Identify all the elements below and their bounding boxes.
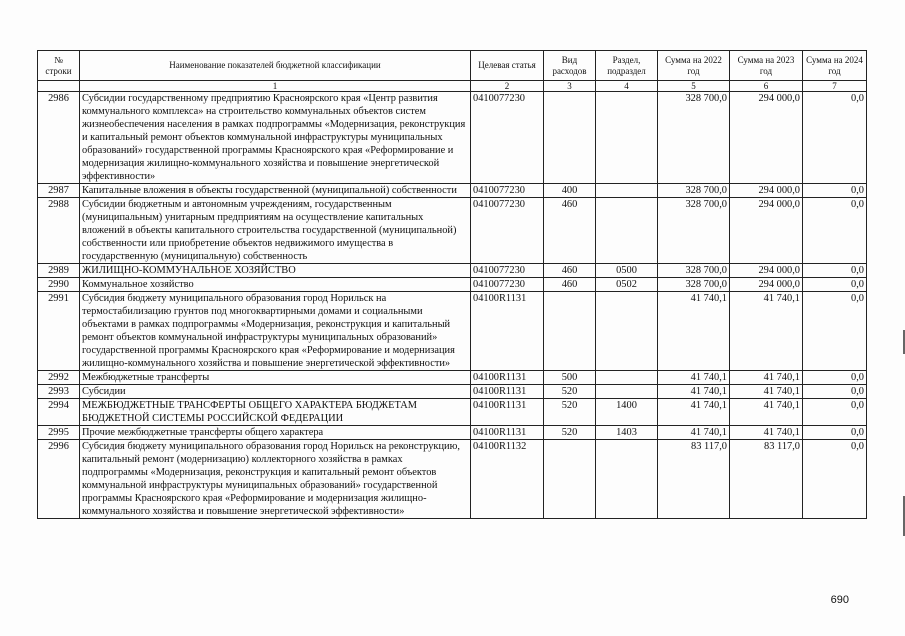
expense-type bbox=[544, 92, 596, 184]
row-number: 2990 bbox=[38, 278, 80, 292]
target-article: 04100R1131 bbox=[471, 292, 544, 371]
target-article: 04100R1131 bbox=[471, 399, 544, 426]
expense-type: 520 bbox=[544, 385, 596, 399]
sum-2022: 41 740,1 bbox=[658, 292, 730, 371]
target-article: 04100R1131 bbox=[471, 371, 544, 385]
target-article: 04100R1131 bbox=[471, 426, 544, 440]
sum-2024: 0,0 bbox=[803, 92, 867, 184]
indicator-name: Коммунальное хозяйство bbox=[80, 278, 471, 292]
sum-2022: 328 700,0 bbox=[658, 92, 730, 184]
section-subsection bbox=[596, 440, 658, 519]
row-number: 2993 bbox=[38, 385, 80, 399]
header-name: Наименование показателей бюджетной классификации bbox=[80, 51, 471, 81]
section-subsection bbox=[596, 292, 658, 371]
indicator-name: Субсидии государственному предприятию Красноярского края «Центр развития коммунального комплекса» на строительство коммунальных объектов систем жизнеобеспечения населения в рамках подпрограммы «Модернизация, реконструкция и капитальный ремонт объектов коммунальной инфраструктуры муниципальных образований» государственной программы Красноярского края «Реформирование и модернизация жилищно-коммунального хозяйства и повышение энергетической эффективности» bbox=[80, 92, 471, 184]
sum-2024: 0,0 bbox=[803, 184, 867, 198]
sum-2024: 0,0 bbox=[803, 264, 867, 278]
row-number: 2986 bbox=[38, 92, 80, 184]
indicator-name: Субсидии bbox=[80, 385, 471, 399]
section-subsection: 0500 bbox=[596, 264, 658, 278]
header-sum-2024: Сумма на 2024 год bbox=[803, 51, 867, 81]
row-number: 2994 bbox=[38, 399, 80, 426]
sum-2023: 294 000,0 bbox=[730, 92, 803, 184]
sum-2023: 83 117,0 bbox=[730, 440, 803, 519]
indicator-name: Капитальные вложения в объекты государственной (муниципальной) собственности bbox=[80, 184, 471, 198]
sum-2023: 294 000,0 bbox=[730, 198, 803, 264]
sum-2023: 41 740,1 bbox=[730, 399, 803, 426]
header-row bbox=[38, 51, 867, 81]
sum-2024: 0,0 bbox=[803, 371, 867, 385]
target-article: 0410077230 bbox=[471, 264, 544, 278]
header-sum-2023: Сумма на 2023 год bbox=[730, 51, 803, 81]
section-subsection bbox=[596, 385, 658, 399]
row-number: 2987 bbox=[38, 184, 80, 198]
column-number: 3 bbox=[544, 81, 596, 92]
header-razd: Раздел, подраздел bbox=[596, 51, 658, 81]
section-subsection: 0502 bbox=[596, 278, 658, 292]
sum-2024: 0,0 bbox=[803, 198, 867, 264]
sum-2024: 0,0 bbox=[803, 426, 867, 440]
target-article: 0410077230 bbox=[471, 198, 544, 264]
sum-2022: 328 700,0 bbox=[658, 278, 730, 292]
table-row bbox=[38, 399, 867, 426]
expense-type: 460 bbox=[544, 264, 596, 278]
target-article: 0410077230 bbox=[471, 184, 544, 198]
header-code: Целевая статья bbox=[471, 51, 544, 81]
sum-2022: 41 740,1 bbox=[658, 385, 730, 399]
sum-2023: 41 740,1 bbox=[730, 385, 803, 399]
expense-type: 460 bbox=[544, 278, 596, 292]
table-row bbox=[38, 278, 867, 292]
table-row bbox=[38, 292, 867, 371]
sum-2024: 0,0 bbox=[803, 278, 867, 292]
header-num: № строки bbox=[38, 51, 80, 81]
table-row bbox=[38, 371, 867, 385]
expense-type: 400 bbox=[544, 184, 596, 198]
row-number: 2995 bbox=[38, 426, 80, 440]
sum-2022: 328 700,0 bbox=[658, 198, 730, 264]
sum-2022: 328 700,0 bbox=[658, 184, 730, 198]
indicator-name: Межбюджетные трансферты bbox=[80, 371, 471, 385]
section-subsection bbox=[596, 92, 658, 184]
indicator-name: Прочие межбюджетные трансферты общего характера bbox=[80, 426, 471, 440]
sum-2022: 41 740,1 bbox=[658, 399, 730, 426]
page-number: 690 bbox=[830, 594, 849, 606]
section-subsection bbox=[596, 198, 658, 264]
column-number: 1 bbox=[80, 81, 471, 92]
target-article: 0410077230 bbox=[471, 92, 544, 184]
table-row bbox=[38, 440, 867, 519]
sum-2023: 294 000,0 bbox=[730, 278, 803, 292]
row-number: 2996 bbox=[38, 440, 80, 519]
sum-2024: 0,0 bbox=[803, 385, 867, 399]
table-row bbox=[38, 198, 867, 264]
column-number: 2 bbox=[471, 81, 544, 92]
expense-type bbox=[544, 292, 596, 371]
column-number: 5 bbox=[658, 81, 730, 92]
sum-2023: 41 740,1 bbox=[730, 426, 803, 440]
sum-2023: 41 740,1 bbox=[730, 292, 803, 371]
sum-2024: 0,0 bbox=[803, 292, 867, 371]
row-number: 2989 bbox=[38, 264, 80, 278]
row-number: 2992 bbox=[38, 371, 80, 385]
indicator-name: ЖИЛИЩНО-КОММУНАЛЬНОЕ ХОЗЯЙСТВО bbox=[80, 264, 471, 278]
header-vid: Вид расходов bbox=[544, 51, 596, 81]
column-number bbox=[38, 81, 80, 92]
budget-table bbox=[37, 50, 867, 519]
indicator-name: Субсидия бюджету муниципального образования город Норильск на термостабилизацию грунтов под многоквартирными домами и социальными объектами в рамках подпрограммы «Модернизация, реконструкция и капитальный ремонт объектов коммунальной инфраструктуры муниципальных образований» государственной программы Красноярского края «Реформирование и модернизация жилищно-коммунального хозяйства и повышение энергетической эффективности» bbox=[80, 292, 471, 371]
column-number: 6 bbox=[730, 81, 803, 92]
sum-2023: 294 000,0 bbox=[730, 264, 803, 278]
section-subsection bbox=[596, 371, 658, 385]
row-number: 2991 bbox=[38, 292, 80, 371]
expense-type: 520 bbox=[544, 426, 596, 440]
target-article: 0410077230 bbox=[471, 278, 544, 292]
indicator-name: Субсидия бюджету муниципального образования город Норильск на реконструкцию, капитальный ремонт (модернизацию) коллекторного хозяйства в рамках подпрограммы «Модернизация, реконструкция и капитальный ремонт объектов коммунальной инфраструктуры муниципальных образований» государственной программы Красноярского края «Реформирование и модернизация жилищно-коммунального хозяйства и повышение энергетической эффективности» bbox=[80, 440, 471, 519]
sum-2024: 0,0 bbox=[803, 440, 867, 519]
table-body bbox=[38, 92, 867, 519]
sum-2024: 0,0 bbox=[803, 399, 867, 426]
table-row bbox=[38, 92, 867, 184]
expense-type: 460 bbox=[544, 198, 596, 264]
target-article: 04100R1131 bbox=[471, 385, 544, 399]
column-numbers-row bbox=[38, 81, 867, 92]
sum-2022: 41 740,1 bbox=[658, 426, 730, 440]
column-number: 7 bbox=[803, 81, 867, 92]
indicator-name: МЕЖБЮДЖЕТНЫЕ ТРАНСФЕРТЫ ОБЩЕГО ХАРАКТЕРА БЮДЖЕТАМ БЮДЖЕТНОЙ СИСТЕМЫ РОССИЙСКОЙ ФЕДЕРАЦИИ bbox=[80, 399, 471, 426]
row-number: 2988 bbox=[38, 198, 80, 264]
table-row bbox=[38, 184, 867, 198]
indicator-name: Субсидии бюджетным и автономным учреждениям, государственным (муниципальным) унитарным предприятиям на осуществление капитальных вложений в объекты капитального строительства государственной (муниципальной) собственности или приобретение объектов недвижимого имущества в государственную (муниципальную) собственность bbox=[80, 198, 471, 264]
expense-type: 500 bbox=[544, 371, 596, 385]
column-number: 4 bbox=[596, 81, 658, 92]
sum-2022: 83 117,0 bbox=[658, 440, 730, 519]
section-subsection: 1403 bbox=[596, 426, 658, 440]
table-row bbox=[38, 385, 867, 399]
sum-2023: 41 740,1 bbox=[730, 371, 803, 385]
section-subsection bbox=[596, 184, 658, 198]
table-row bbox=[38, 264, 867, 278]
section-subsection: 1400 bbox=[596, 399, 658, 426]
expense-type: 520 bbox=[544, 399, 596, 426]
sum-2022: 41 740,1 bbox=[658, 371, 730, 385]
header-sum-2022: Сумма на 2022 год bbox=[658, 51, 730, 81]
sum-2023: 294 000,0 bbox=[730, 184, 803, 198]
table-row bbox=[38, 426, 867, 440]
expense-type bbox=[544, 440, 596, 519]
target-article: 04100R1132 bbox=[471, 440, 544, 519]
sum-2022: 328 700,0 bbox=[658, 264, 730, 278]
